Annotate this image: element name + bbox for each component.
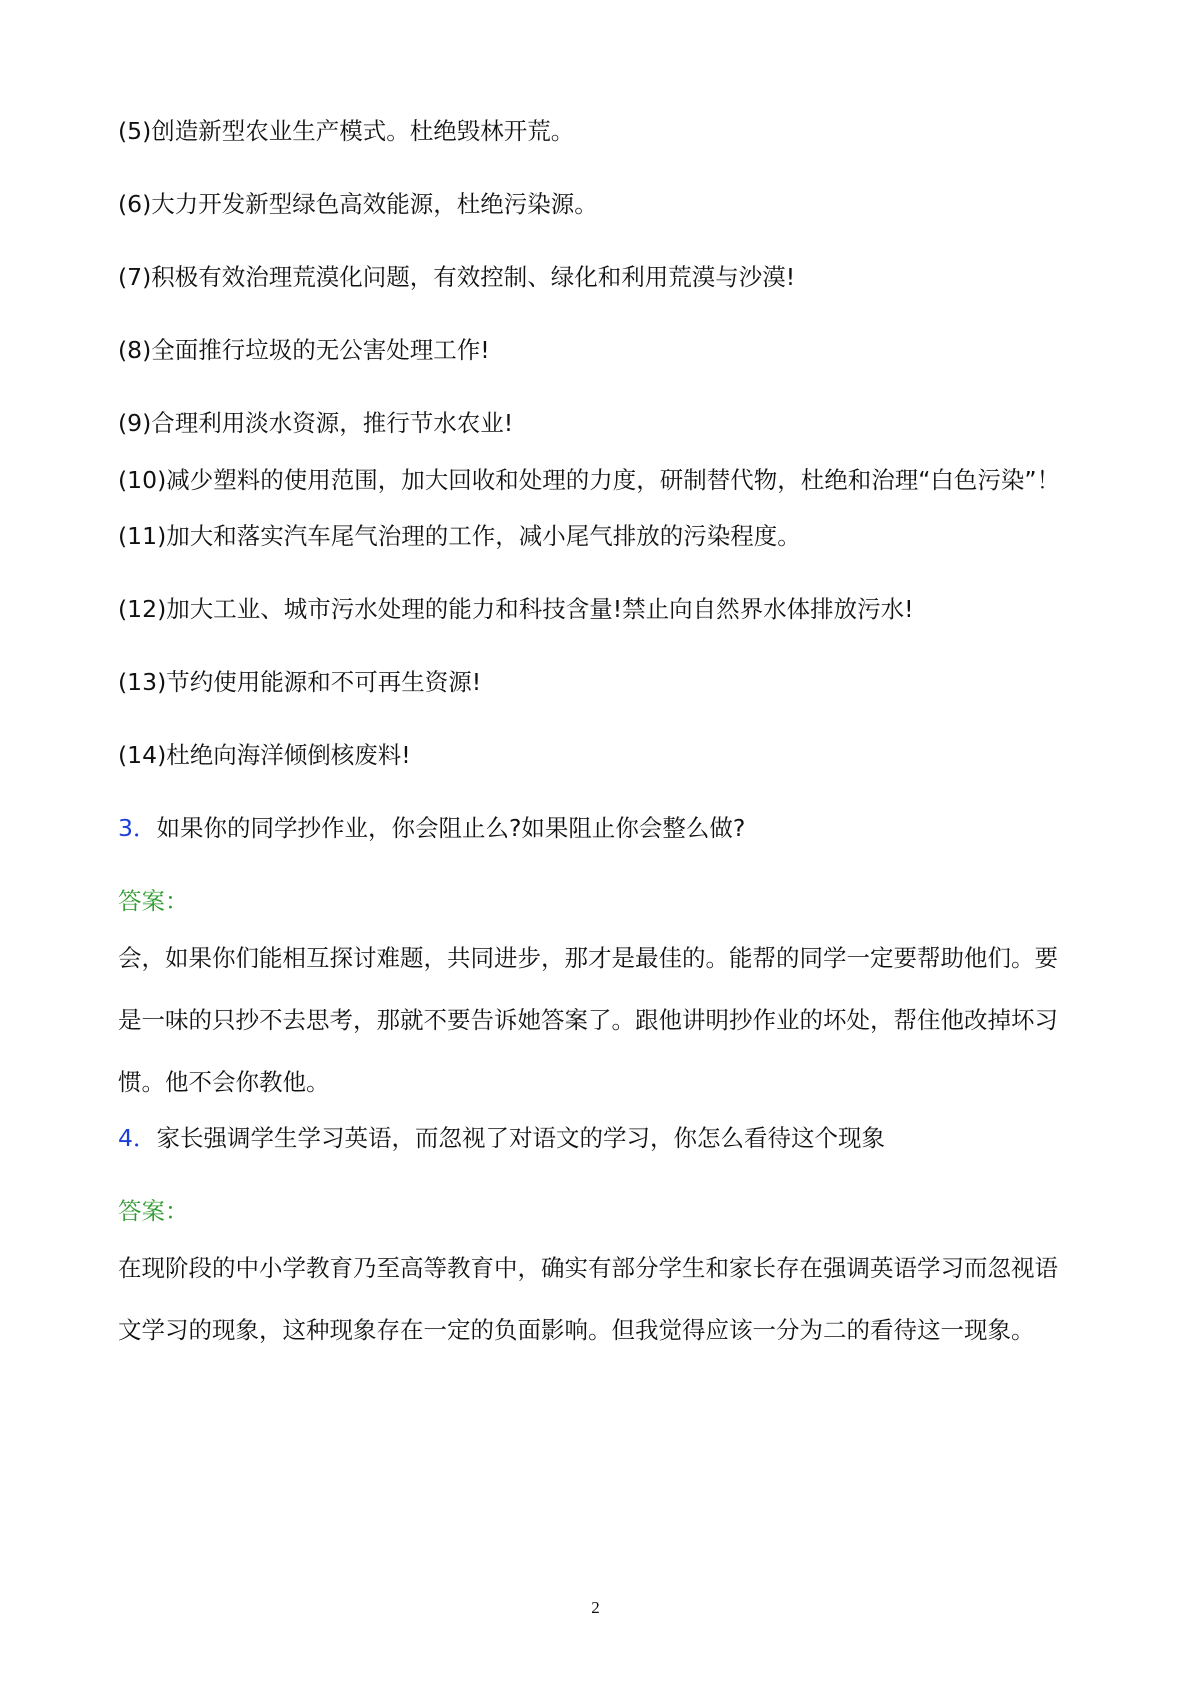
question-number: 4． xyxy=(118,1124,157,1152)
list-item-7: (7)积极有效治理荒漠化问题，有效控制、绿化和利用荒漠与沙漠! xyxy=(118,263,796,291)
list-item-6: (6)大力开发新型绿色高效能源，杜绝污染源。 xyxy=(118,190,598,218)
list-item-11: (11)加大和落实汽车尾气治理的工作，减小尾气排放的污染程度。 xyxy=(118,522,801,550)
answer-text: 会，如果你们能相互探讨难题，共同进步，那才是最佳的。能帮的同学一定要帮助他们。要是一味的只抄不去思考，那就不要告诉她答案了。跟他讲明抄作业的坏处，帮住他改掉坏习惯。他不会你教他。 xyxy=(118,944,1058,1096)
answer-text: 在现阶段的中小学教育乃至高等教育中，确实有部分学生和家长存在强调英语学习而忽视语文学习的现象，这种现象存在一定的负面影响。但我觉得应该一分为二的看待这一现象。 xyxy=(118,1254,1058,1344)
list-item-12: (12)加大工业、城市污水处理的能力和科技含量!禁止向自然界水体排放污水! xyxy=(118,595,914,623)
question-3 xyxy=(118,813,1079,844)
page-number: 2 xyxy=(591,1598,600,1617)
list-item-5: (5)创造新型农业生产模式。杜绝毁林开荒。 xyxy=(118,117,575,145)
list-item-8: (8)全面推行垃圾的无公害处理工作! xyxy=(118,336,490,364)
answer-label: 答案： xyxy=(118,1197,189,1225)
list-item-9: (9)合理利用淡水资源，推行节水农业! xyxy=(118,409,514,437)
answer-label: 答案： xyxy=(118,887,189,915)
question-text: 如果你的同学抄作业，你会阻止么?如果阻止你会整么做? xyxy=(156,814,746,842)
list-item-13: (13)节约使用能源和不可再生资源! xyxy=(118,668,482,696)
list-item-10: (10)减少塑料的使用范围，加大回收和处理的力度，研制替代物，杜绝和治理“白色污染”！ xyxy=(118,466,1061,494)
question-text: 家长强调学生学习英语，而忽视了对语文的学习，你怎么看待这个现象 xyxy=(156,1124,885,1152)
list-item-14: (14)杜绝向海洋倾倒核废料! xyxy=(118,741,411,769)
question-number: 3． xyxy=(118,814,157,842)
question-4 xyxy=(118,1123,1079,1154)
